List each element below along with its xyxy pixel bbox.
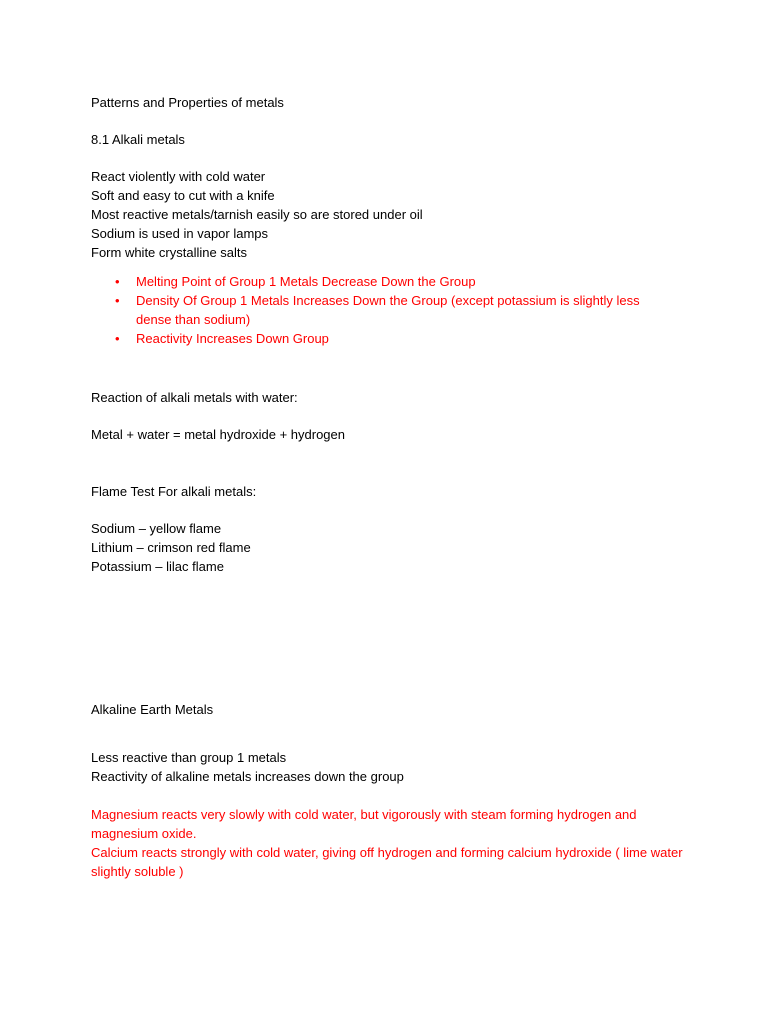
red-bullet-list [115,272,675,348]
bullet-item [115,329,675,348]
fact-line: Reactivity of alkaline metals increases down the group [91,769,404,784]
red-note-magnesium: Magnesium reacts very slowly with cold water, but vigorously with steam forming hydrogen and magnesium oxide. [91,807,637,841]
reaction-equation: Metal + water = metal hydroxide + hydrogen [91,427,346,442]
document-title: Patterns and Properties of metals [91,95,284,110]
fact-line: React violently with cold water [91,169,266,184]
bullet-icon: • [115,274,120,289]
flame-result: Sodium – yellow flame [91,521,222,536]
red-note-calcium: Calcium reacts strongly with cold water, giving off hydrogen and forming calcium hydroxide ( lime water slightly soluble ) [91,845,683,879]
flame-test-heading: Flame Test For alkali metals: [91,484,257,499]
bullet-text: Reactivity Increases Down Group [136,331,329,346]
bullet-text: Melting Point of Group 1 Metals Decrease Down the Group [136,274,476,289]
section-heading-alkaline-earth-metals: Alkaline Earth Metals [91,702,214,717]
bullet-icon: • [115,331,120,346]
fact-line: Form white crystalline salts [91,245,248,260]
bullet-item [115,291,675,329]
flame-result: Lithium – crimson red flame [91,540,251,555]
flame-result: Potassium – lilac flame [91,559,224,574]
fact-line: Less reactive than group 1 metals [91,750,287,765]
bullet-text: Density Of Group 1 Metals Increases Down the Group (except potassium is slightly less dense than sodium) [136,293,640,327]
bullet-item [115,272,675,291]
section-heading-alkali-metals: 8.1 Alkali metals [91,132,185,147]
fact-line: Most reactive metals/tarnish easily so are stored under oil [91,207,423,222]
fact-line: Soft and easy to cut with a knife [91,188,275,203]
reaction-heading: Reaction of alkali metals with water: [91,390,298,405]
bullet-icon: • [115,293,120,308]
fact-line: Sodium is used in vapor lamps [91,226,269,241]
